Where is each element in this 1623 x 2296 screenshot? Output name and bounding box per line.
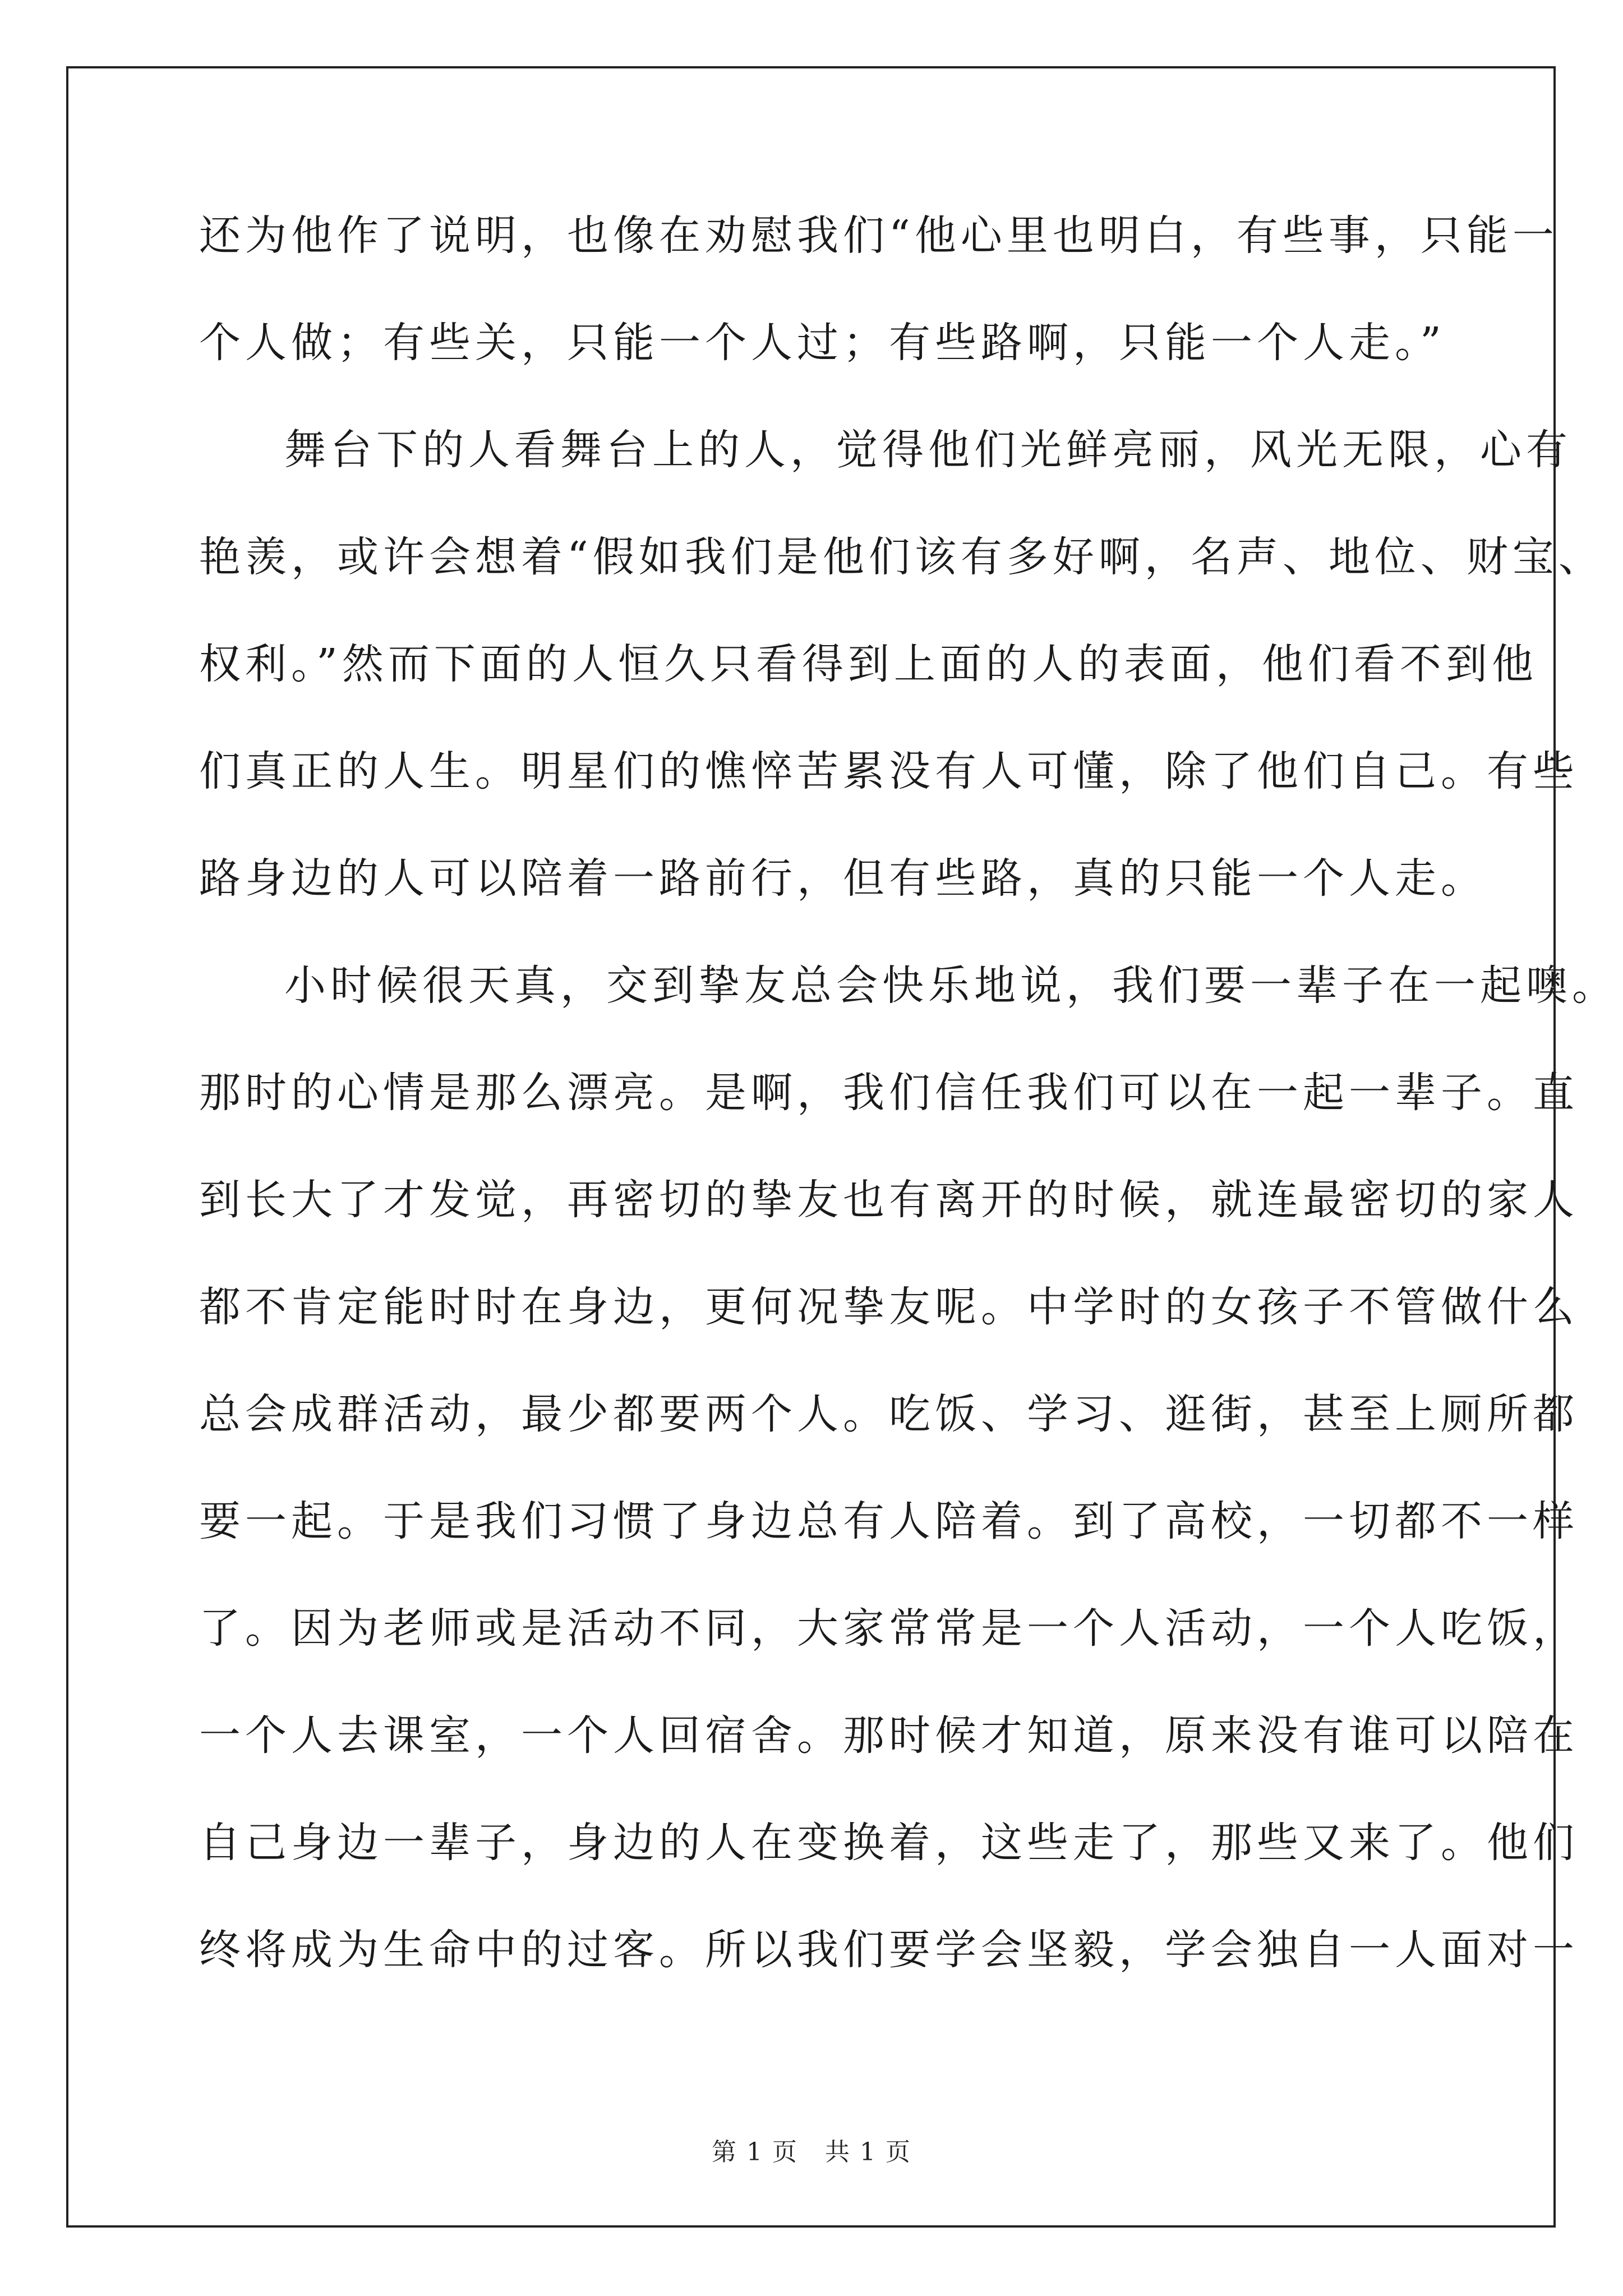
text-line: 舞台下的人看舞台上的人，觉得他们光鲜亮丽，风光无限，心有 <box>284 426 1572 474</box>
text-line: 自己身边一辈子，身边的人在变换着，这些走了，那些又来了。他们 <box>199 1819 1579 1867</box>
text-line: 终将成为生命中的过客。所以我们要学会坚毅，学会独自一人面对一 <box>199 1926 1579 1974</box>
text-line: 路身边的人可以陪着一路前行，但有些路，真的只能一个人走。 <box>199 854 1487 903</box>
text-line: 艳羡，或许会想着“假如我们是他们该有多好啊，名声、地位、财宝、 <box>199 533 1604 581</box>
text-line: 到长大了才发觉，再密切的挚友也有离开的时候，就连最密切的家人 <box>199 1176 1579 1224</box>
text-line: 那时的心情是那么漂亮。是啊，我们信任我们可以在一起一辈子。直 <box>199 1069 1579 1117</box>
text-line: 小时候很天真，交到挚友总会快乐地说，我们要一辈子在一起噢。 <box>284 961 1618 1010</box>
text-line: 权利。”然而下面的人恒久只看得到上面的人的表面，他们看不到他 <box>199 640 1538 688</box>
text-line: 一个人去课室，一个人回宿舍。那时候才知道，原来没有谁可以陪在 <box>199 1711 1579 1760</box>
text-line: 要一起。于是我们习惯了身边总有人陪着。到了高校，一切都不一样 <box>199 1497 1579 1545</box>
text-line: 还为他作了说明，也像在劝慰我们“他心里也明白，有些事，只能一 <box>199 211 1559 260</box>
page-number-footer: 第 1 页 共 1 页 <box>712 2138 911 2166</box>
text-line: 了。因为老师或是活动不同，大家常常是一个人活动，一个人吃饭， <box>199 1604 1579 1653</box>
text-line: 都不肯定能时时在身边，更何况挚友呢。中学时的女孩子不管做什么 <box>199 1283 1579 1331</box>
text-line: 们真正的人生。明星们的憔悴苦累没有人可懂，除了他们自己。有些 <box>199 747 1579 795</box>
text-line: 个人做；有些关，只能一个人过；有些路啊，只能一个人走。” <box>199 319 1446 367</box>
text-line: 总会成群活动，最少都要两个人。吃饭、学习、逛街，甚至上厕所都 <box>199 1390 1579 1438</box>
document-body <box>199 205 1618 2026</box>
